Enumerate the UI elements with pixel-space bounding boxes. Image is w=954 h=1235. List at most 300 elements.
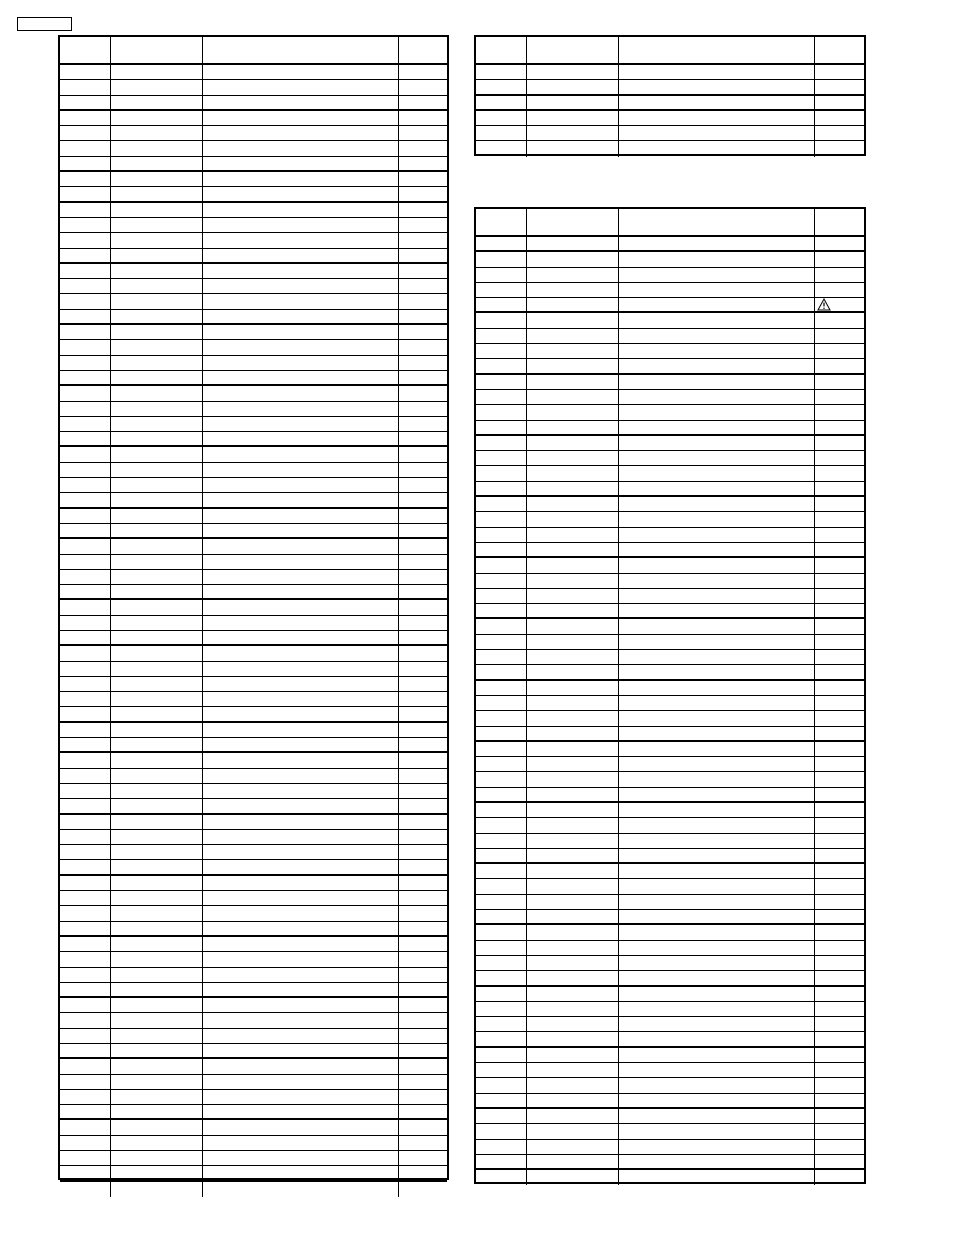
cell-description (619, 987, 815, 1001)
table-row (60, 340, 447, 355)
column-header-description (203, 37, 399, 63)
cell-description (619, 1109, 815, 1123)
cell-ref-no (476, 375, 527, 389)
cell-description (619, 665, 815, 678)
cell-description (619, 1002, 815, 1016)
cell-description (203, 294, 399, 308)
column-header-description (619, 37, 815, 63)
cell-ref-no (476, 237, 527, 250)
cell-ref-no (476, 574, 527, 588)
table-row (60, 1151, 447, 1166)
cell-part-no (527, 665, 619, 678)
cell-description (203, 555, 399, 569)
table-row (60, 80, 447, 95)
cell-description (203, 600, 399, 614)
cell-part-no (111, 402, 203, 416)
cell-qty (399, 968, 447, 982)
table-row (60, 738, 447, 753)
cell-qty (815, 834, 864, 848)
cell-ref-no (476, 558, 527, 572)
cell-description (619, 80, 815, 93)
cell-qty (815, 803, 864, 817)
cell-ref-no (476, 895, 527, 909)
cell-description (619, 925, 815, 939)
cell-part-no (111, 325, 203, 339)
cell-part-no (111, 1090, 203, 1104)
cell-part-no (527, 1017, 619, 1031)
table-row (476, 512, 864, 527)
cell-ref-no (476, 405, 527, 419)
cell-description (203, 218, 399, 232)
cell-description (203, 264, 399, 278)
cell-qty (399, 830, 447, 844)
cell-qty (399, 753, 447, 767)
cell-part-no (527, 237, 619, 250)
cell-description (203, 891, 399, 905)
table-row (60, 662, 447, 677)
table-row (60, 233, 447, 248)
cell-part-no (527, 1063, 619, 1077)
cell-description (203, 738, 399, 751)
cell-qty (815, 421, 864, 434)
cell-description (203, 1120, 399, 1134)
cell-qty (815, 482, 864, 495)
table-header-row (60, 37, 447, 65)
column-header-part-no (527, 209, 619, 235)
cell-qty (399, 983, 447, 996)
cell-description (619, 1124, 815, 1138)
cell-ref-no (476, 96, 527, 109)
cell-ref-no (476, 482, 527, 495)
table-row (60, 371, 447, 386)
cell-qty (399, 126, 447, 140)
cell-description (203, 249, 399, 262)
cell-description (619, 727, 815, 740)
cell-part-no (527, 849, 619, 862)
table-row (476, 987, 864, 1002)
cell-qty (815, 126, 864, 140)
cell-part-no (527, 313, 619, 327)
cell-description (619, 849, 815, 862)
cell-qty (399, 80, 447, 94)
cell-part-no (111, 1136, 203, 1150)
table-row (476, 359, 864, 374)
column-header-ref-no (476, 37, 527, 63)
cell-qty (815, 788, 864, 801)
cell-description (619, 405, 815, 419)
cell-qty (815, 1109, 864, 1123)
cell-ref-no (476, 803, 527, 817)
cell-ref-no (476, 956, 527, 970)
table-row (60, 1029, 447, 1044)
cell-description (203, 1075, 399, 1089)
cell-ref-no (476, 111, 527, 125)
cell-ref-no (476, 1155, 527, 1168)
cell-part-no (527, 696, 619, 710)
cell-description (203, 952, 399, 966)
table-row (60, 1182, 447, 1197)
cell-description (619, 497, 815, 511)
cell-ref-no (60, 906, 111, 920)
cell-part-no (111, 187, 203, 200)
cell-part-no (111, 906, 203, 920)
cell-qty (399, 1090, 447, 1104)
cell-ref-no (476, 543, 527, 556)
cell-qty (815, 466, 864, 480)
table-row (60, 723, 447, 738)
cell-part-no (111, 157, 203, 170)
table-row (476, 650, 864, 665)
table-row (476, 497, 864, 512)
table-row (60, 126, 447, 141)
table-row (476, 834, 864, 849)
table-row (476, 849, 864, 864)
cell-ref-no (60, 111, 111, 125)
table-row (60, 402, 447, 417)
cell-ref-no (60, 1075, 111, 1089)
cell-qty (399, 585, 447, 598)
cell-ref-no (476, 772, 527, 786)
cell-description (619, 1094, 815, 1107)
cell-qty (815, 268, 864, 282)
cell-qty (815, 941, 864, 955)
cell-part-no (111, 891, 203, 905)
cell-ref-no (60, 1044, 111, 1057)
cell-ref-no (476, 421, 527, 434)
cell-part-no (111, 799, 203, 812)
cell-ref-no (60, 96, 111, 109)
cell-qty (399, 264, 447, 278)
cell-part-no (111, 1182, 203, 1197)
cell-qty (815, 543, 864, 556)
cell-qty (815, 528, 864, 542)
cell-description (203, 65, 399, 79)
cell-part-no (527, 298, 619, 311)
table-row (60, 952, 447, 967)
cell-description (619, 313, 815, 327)
cell-qty (399, 631, 447, 644)
cell-part-no (111, 203, 203, 217)
cell-part-no (111, 539, 203, 553)
cell-ref-no (60, 1059, 111, 1073)
table-row (476, 283, 864, 298)
cell-qty (399, 294, 447, 308)
cell-ref-no (476, 329, 527, 343)
cell-description (619, 268, 815, 282)
cell-part-no (527, 421, 619, 434)
cell-ref-no (60, 463, 111, 477)
cell-part-no (527, 375, 619, 389)
cell-ref-no (60, 998, 111, 1012)
cell-description (203, 325, 399, 339)
cell-ref-no (476, 589, 527, 603)
cell-qty (399, 692, 447, 706)
cell-part-no (111, 784, 203, 798)
cell-ref-no (60, 753, 111, 767)
cell-qty (399, 478, 447, 492)
table-row (476, 141, 864, 156)
cell-qty (399, 1166, 447, 1179)
table-row (476, 1094, 864, 1109)
table-row (476, 1032, 864, 1047)
cell-part-no (527, 466, 619, 480)
table-row (60, 1013, 447, 1028)
cell-part-no (527, 451, 619, 465)
cell-ref-no (60, 1013, 111, 1027)
cell-description (203, 1013, 399, 1027)
cell-description (203, 937, 399, 951)
table-row (60, 1075, 447, 1090)
cell-ref-no (476, 1017, 527, 1031)
cell-ref-no (60, 662, 111, 676)
cell-ref-no (60, 631, 111, 644)
cell-part-no (111, 1105, 203, 1118)
cell-part-no (111, 585, 203, 598)
cell-description (203, 310, 399, 323)
table-row (476, 864, 864, 879)
cell-ref-no (60, 371, 111, 384)
cell-description (619, 141, 815, 156)
cell-part-no (111, 845, 203, 859)
cell-part-no (527, 390, 619, 404)
cell-description (203, 1182, 399, 1197)
cell-qty (815, 864, 864, 878)
cell-qty (815, 650, 864, 664)
table-row (60, 524, 447, 539)
cell-part-no (527, 405, 619, 419)
cell-description (619, 329, 815, 343)
cell-description (619, 696, 815, 710)
cell-description (203, 1136, 399, 1150)
cell-part-no (527, 329, 619, 343)
cell-part-no (527, 1140, 619, 1154)
cell-part-no (527, 1048, 619, 1062)
cell-part-no (111, 310, 203, 323)
cell-part-no (527, 619, 619, 633)
cell-description (619, 757, 815, 771)
table-row (476, 971, 864, 986)
cell-qty (815, 879, 864, 893)
cell-part-no (527, 925, 619, 939)
cell-description (203, 631, 399, 644)
cell-description (203, 279, 399, 293)
cell-part-no (111, 922, 203, 935)
cell-ref-no (476, 696, 527, 710)
cell-qty (815, 849, 864, 862)
cell-description (619, 543, 815, 556)
cell-ref-no (476, 971, 527, 984)
cell-part-no (527, 879, 619, 893)
table-row (476, 589, 864, 604)
page-tag-box (17, 17, 72, 31)
cell-part-no (111, 294, 203, 308)
cell-ref-no (476, 390, 527, 404)
cell-qty (399, 218, 447, 232)
cell-part-no (527, 359, 619, 372)
cell-ref-no (60, 187, 111, 200)
cell-description (203, 233, 399, 247)
cell-part-no (527, 558, 619, 572)
cell-description (619, 252, 815, 266)
cell-part-no (527, 252, 619, 266)
parts-list-table-right-bottom (474, 207, 866, 1184)
table-row (476, 344, 864, 359)
cell-part-no (527, 111, 619, 125)
cell-part-no (111, 371, 203, 384)
cell-qty (815, 1063, 864, 1077)
cell-ref-no (476, 941, 527, 955)
cell-description (203, 447, 399, 461)
cell-ref-no (60, 646, 111, 660)
cell-part-no (527, 589, 619, 603)
cell-qty (815, 344, 864, 358)
cell-description (203, 692, 399, 706)
cell-ref-no (476, 466, 527, 480)
cell-ref-no (60, 340, 111, 354)
cell-ref-no (476, 864, 527, 878)
cell-part-no (111, 570, 203, 584)
table-row (60, 616, 447, 631)
cell-ref-no (60, 1120, 111, 1134)
table-row (476, 895, 864, 910)
cell-part-no (527, 910, 619, 923)
cell-ref-no (476, 1140, 527, 1154)
cell-part-no (111, 998, 203, 1012)
cell-part-no (111, 96, 203, 109)
cell-qty (399, 1182, 447, 1197)
cell-ref-no (60, 279, 111, 293)
cell-ref-no (476, 711, 527, 725)
table-row (476, 252, 864, 267)
cell-description (203, 1151, 399, 1165)
table-row (60, 937, 447, 952)
table-row (476, 466, 864, 481)
cell-description (619, 466, 815, 480)
cell-qty (399, 876, 447, 890)
cell-ref-no (476, 436, 527, 450)
column-header-qty (815, 37, 864, 63)
cell-part-no (111, 141, 203, 155)
cell-part-no (527, 834, 619, 848)
cell-part-no (527, 1032, 619, 1045)
cell-qty (815, 818, 864, 832)
cell-qty (399, 141, 447, 155)
table-row (476, 126, 864, 141)
cell-description (619, 436, 815, 450)
cell-description (203, 845, 399, 859)
cell-ref-no (476, 681, 527, 695)
table-row (60, 187, 447, 202)
cell-description (203, 172, 399, 186)
table-row (476, 1048, 864, 1063)
cell-qty (399, 310, 447, 323)
cell-description (619, 359, 815, 372)
cell-description (203, 509, 399, 523)
cell-description (619, 818, 815, 832)
cell-part-no (111, 493, 203, 506)
table-row (476, 1155, 864, 1170)
cell-description (619, 512, 815, 526)
cell-description (203, 906, 399, 920)
cell-description (619, 788, 815, 801)
cell-ref-no (60, 968, 111, 982)
cell-qty (815, 1017, 864, 1031)
cell-ref-no (60, 585, 111, 598)
cell-ref-no (476, 512, 527, 526)
cell-part-no (527, 971, 619, 984)
table-row (60, 692, 447, 707)
table-row (60, 478, 447, 493)
cell-description (619, 772, 815, 786)
cell-description (619, 451, 815, 465)
cell-part-no (111, 830, 203, 844)
cell-ref-no (60, 402, 111, 416)
cell-ref-no (60, 769, 111, 783)
cell-ref-no (60, 1105, 111, 1118)
cell-qty (399, 815, 447, 829)
cell-part-no (111, 509, 203, 523)
cell-ref-no (60, 1136, 111, 1150)
cell-ref-no (60, 555, 111, 569)
cell-description (203, 585, 399, 598)
cell-qty (399, 356, 447, 370)
table-row (476, 727, 864, 742)
table-row (60, 600, 447, 615)
cell-qty (815, 574, 864, 588)
cell-description (203, 876, 399, 890)
table-row (476, 803, 864, 818)
cell-qty (815, 512, 864, 526)
table-row (60, 249, 447, 264)
cell-part-no (527, 574, 619, 588)
cell-ref-no (60, 233, 111, 247)
cell-ref-no (476, 298, 527, 311)
cell-qty (815, 757, 864, 771)
cell-ref-no (476, 650, 527, 664)
cell-part-no (111, 677, 203, 691)
table-row (476, 558, 864, 573)
cell-qty (399, 325, 447, 339)
table-row (60, 356, 447, 371)
cell-description (203, 830, 399, 844)
table-row (60, 585, 447, 600)
cell-ref-no (476, 818, 527, 832)
cell-description (619, 941, 815, 955)
table-row (476, 711, 864, 726)
cell-qty (399, 96, 447, 109)
cell-description (203, 539, 399, 553)
cell-part-no (527, 727, 619, 740)
cell-qty (399, 662, 447, 676)
table-row (476, 65, 864, 80)
cell-qty (815, 665, 864, 678)
cell-part-no (111, 662, 203, 676)
cell-description (203, 187, 399, 200)
cell-part-no (111, 463, 203, 477)
cell-part-no (111, 1013, 203, 1027)
cell-description (619, 803, 815, 817)
cell-ref-no (60, 952, 111, 966)
table-row (476, 1017, 864, 1032)
cell-qty (815, 895, 864, 909)
cell-description (619, 1170, 815, 1185)
cell-ref-no (60, 157, 111, 170)
cell-ref-no (476, 141, 527, 156)
cell-part-no (111, 249, 203, 262)
cell-qty (399, 677, 447, 691)
cell-description (203, 662, 399, 676)
cell-qty (815, 772, 864, 786)
